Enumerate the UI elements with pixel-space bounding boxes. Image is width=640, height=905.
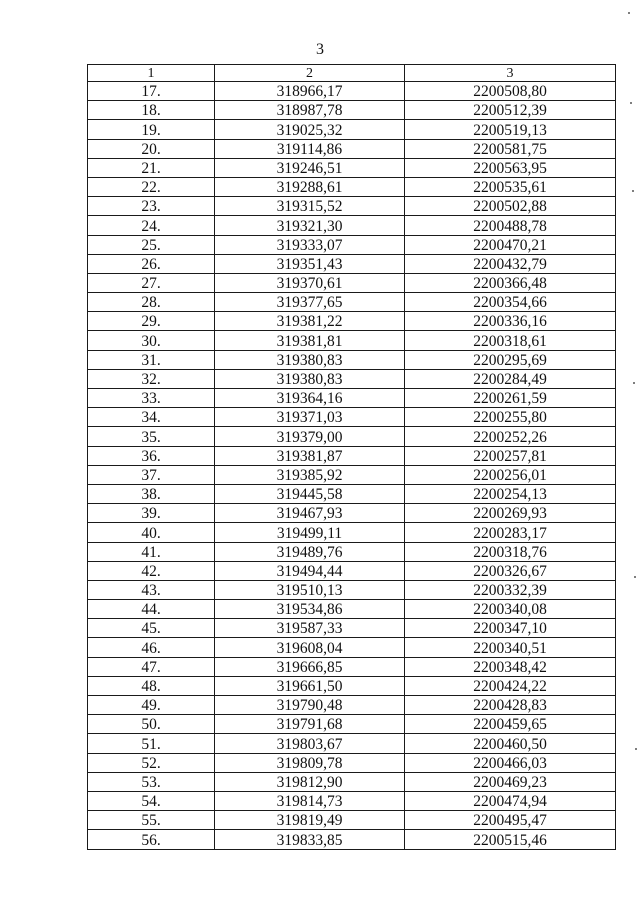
scan-speck: [635, 748, 637, 750]
x-coordinate-cell: 319371,03: [215, 408, 405, 427]
point-number-cell: 54.: [88, 791, 215, 810]
point-number-cell: 17.: [88, 82, 215, 101]
y-coordinate-cell: 2200519,13: [405, 120, 616, 139]
point-number-cell: 48.: [88, 676, 215, 695]
point-number-cell: 35.: [88, 427, 215, 446]
point-number-cell: 25.: [88, 235, 215, 254]
table-row: [88, 484, 616, 503]
table-body: [88, 65, 616, 850]
table-row: [88, 830, 616, 849]
table-row: [88, 101, 616, 120]
y-coordinate-cell: 2200432,79: [405, 254, 616, 273]
point-number-cell: 36.: [88, 446, 215, 465]
point-number-cell: 27.: [88, 273, 215, 292]
point-number-cell: 49.: [88, 696, 215, 715]
x-coordinate-cell: 319380,83: [215, 350, 405, 369]
x-coordinate-cell: 319381,22: [215, 312, 405, 331]
x-coordinate-cell: 319321,30: [215, 216, 405, 235]
table-row: [88, 580, 616, 599]
x-coordinate-cell: 319380,83: [215, 369, 405, 388]
point-number-cell: 28.: [88, 293, 215, 312]
table-row: [88, 600, 616, 619]
x-coordinate-cell: 319790,48: [215, 696, 405, 715]
page-number: 3: [316, 41, 324, 58]
x-coordinate-cell: 319661,50: [215, 676, 405, 695]
table-row: [88, 734, 616, 753]
y-coordinate-cell: 2200256,01: [405, 465, 616, 484]
table-row: [88, 657, 616, 676]
y-coordinate-cell: 2200295,69: [405, 350, 616, 369]
y-coordinate-cell: 2200502,88: [405, 197, 616, 216]
table-row: [88, 120, 616, 139]
point-number-cell: 41.: [88, 542, 215, 561]
scan-speck: [628, 12, 630, 14]
scan-speck: [634, 576, 636, 578]
y-coordinate-cell: 2200318,61: [405, 331, 616, 350]
x-coordinate-cell: 319377,65: [215, 293, 405, 312]
scan-speck: [632, 190, 634, 192]
x-coordinate-cell: 319381,81: [215, 331, 405, 350]
table-row: [88, 197, 616, 216]
point-number-cell: 32.: [88, 369, 215, 388]
y-coordinate-cell: 2200283,17: [405, 523, 616, 542]
table-row: [88, 331, 616, 350]
table-row: [88, 216, 616, 235]
x-coordinate-cell: 319812,90: [215, 772, 405, 791]
x-coordinate-cell: 319114,86: [215, 139, 405, 158]
table-row: [88, 389, 616, 408]
table-row: [88, 504, 616, 523]
point-number-cell: 29.: [88, 312, 215, 331]
table-row: [88, 465, 616, 484]
x-coordinate-cell: 319587,33: [215, 619, 405, 638]
x-coordinate-cell: 319333,07: [215, 235, 405, 254]
y-coordinate-cell: 2200252,26: [405, 427, 616, 446]
point-number-cell: 50.: [88, 715, 215, 734]
table-row: [88, 350, 616, 369]
point-number-cell: 38.: [88, 484, 215, 503]
point-number-cell: 51.: [88, 734, 215, 753]
point-number-cell: 24.: [88, 216, 215, 235]
y-coordinate-cell: 2200515,46: [405, 830, 616, 849]
table-row: [88, 369, 616, 388]
table-row: [88, 811, 616, 830]
y-coordinate-cell: 2200254,13: [405, 484, 616, 503]
table-row: [88, 293, 616, 312]
table-row: [88, 158, 616, 177]
point-number-cell: 19.: [88, 120, 215, 139]
table-row: [88, 446, 616, 465]
table-row: [88, 254, 616, 273]
x-coordinate-cell: 319315,52: [215, 197, 405, 216]
point-number-cell: 45.: [88, 619, 215, 638]
point-number-cell: 33.: [88, 389, 215, 408]
coordinates-table: [87, 64, 616, 850]
table-row: [88, 791, 616, 810]
column-header-x: 2: [215, 65, 405, 82]
point-number-cell: 31.: [88, 350, 215, 369]
x-coordinate-cell: 319364,16: [215, 389, 405, 408]
point-number-cell: 44.: [88, 600, 215, 619]
table-row: [88, 82, 616, 101]
point-number-cell: 42.: [88, 561, 215, 580]
x-coordinate-cell: 319379,00: [215, 427, 405, 446]
scan-speck: [630, 102, 632, 104]
point-number-cell: 53.: [88, 772, 215, 791]
y-coordinate-cell: 2200261,59: [405, 389, 616, 408]
y-coordinate-cell: 2200470,21: [405, 235, 616, 254]
point-number-cell: 52.: [88, 753, 215, 772]
point-number-cell: 47.: [88, 657, 215, 676]
point-number-cell: 20.: [88, 139, 215, 158]
scan-speck: [633, 382, 635, 384]
y-coordinate-cell: 2200255,80: [405, 408, 616, 427]
table-row: [88, 772, 616, 791]
table-row: [88, 676, 616, 695]
table-header-row: [88, 65, 616, 82]
table-row: [88, 139, 616, 158]
point-number-cell: 34.: [88, 408, 215, 427]
x-coordinate-cell: 319666,85: [215, 657, 405, 676]
x-coordinate-cell: 319833,85: [215, 830, 405, 849]
point-number-cell: 39.: [88, 504, 215, 523]
y-coordinate-cell: 2200459,65: [405, 715, 616, 734]
x-coordinate-cell: 319445,58: [215, 484, 405, 503]
y-coordinate-cell: 2200581,75: [405, 139, 616, 158]
x-coordinate-cell: 319489,76: [215, 542, 405, 561]
x-coordinate-cell: 318987,78: [215, 101, 405, 120]
point-number-cell: 26.: [88, 254, 215, 273]
x-coordinate-cell: 319025,32: [215, 120, 405, 139]
table-row: [88, 235, 616, 254]
x-coordinate-cell: 319814,73: [215, 791, 405, 810]
x-coordinate-cell: 319608,04: [215, 638, 405, 657]
y-coordinate-cell: 2200354,66: [405, 293, 616, 312]
x-coordinate-cell: 319246,51: [215, 158, 405, 177]
x-coordinate-cell: 319510,13: [215, 580, 405, 599]
y-coordinate-cell: 2200428,83: [405, 696, 616, 715]
point-number-cell: 21.: [88, 158, 215, 177]
x-coordinate-cell: 319499,11: [215, 523, 405, 542]
table-row: [88, 638, 616, 657]
y-coordinate-cell: 2200366,48: [405, 273, 616, 292]
y-coordinate-cell: 2200466,03: [405, 753, 616, 772]
x-coordinate-cell: 319534,86: [215, 600, 405, 619]
y-coordinate-cell: 2200336,16: [405, 312, 616, 331]
x-coordinate-cell: 319791,68: [215, 715, 405, 734]
y-coordinate-cell: 2200340,08: [405, 600, 616, 619]
table-row: [88, 312, 616, 331]
point-number-cell: 37.: [88, 465, 215, 484]
table-row: [88, 753, 616, 772]
column-header-y: 3: [405, 65, 616, 82]
y-coordinate-cell: 2200495,47: [405, 811, 616, 830]
y-coordinate-cell: 2200340,51: [405, 638, 616, 657]
point-number-cell: 40.: [88, 523, 215, 542]
point-number-cell: 46.: [88, 638, 215, 657]
point-number-cell: 43.: [88, 580, 215, 599]
table-row: [88, 715, 616, 734]
x-coordinate-cell: 319288,61: [215, 177, 405, 196]
x-coordinate-cell: 319819,49: [215, 811, 405, 830]
y-coordinate-cell: 2200332,39: [405, 580, 616, 599]
y-coordinate-cell: 2200469,23: [405, 772, 616, 791]
x-coordinate-cell: 319385,92: [215, 465, 405, 484]
y-coordinate-cell: 2200347,10: [405, 619, 616, 638]
y-coordinate-cell: 2200512,39: [405, 101, 616, 120]
y-coordinate-cell: 2200257,81: [405, 446, 616, 465]
y-coordinate-cell: 2200535,61: [405, 177, 616, 196]
y-coordinate-cell: 2200460,50: [405, 734, 616, 753]
table-row: [88, 273, 616, 292]
y-coordinate-cell: 2200269,93: [405, 504, 616, 523]
y-coordinate-cell: 2200488,78: [405, 216, 616, 235]
table-row: [88, 542, 616, 561]
table-row: [88, 561, 616, 580]
table-row: [88, 523, 616, 542]
x-coordinate-cell: 319351,43: [215, 254, 405, 273]
y-coordinate-cell: 2200424,22: [405, 676, 616, 695]
y-coordinate-cell: 2200508,80: [405, 82, 616, 101]
table-row: [88, 696, 616, 715]
x-coordinate-cell: 318966,17: [215, 82, 405, 101]
y-coordinate-cell: 2200348,42: [405, 657, 616, 676]
y-coordinate-cell: 2200284,49: [405, 369, 616, 388]
y-coordinate-cell: 2200563,95: [405, 158, 616, 177]
x-coordinate-cell: 319381,87: [215, 446, 405, 465]
x-coordinate-cell: 319809,78: [215, 753, 405, 772]
y-coordinate-cell: 2200318,76: [405, 542, 616, 561]
x-coordinate-cell: 319494,44: [215, 561, 405, 580]
point-number-cell: 30.: [88, 331, 215, 350]
point-number-cell: 56.: [88, 830, 215, 849]
table-row: [88, 427, 616, 446]
point-number-cell: 55.: [88, 811, 215, 830]
table-row: [88, 619, 616, 638]
column-header-number: 1: [88, 65, 215, 82]
table-row: [88, 408, 616, 427]
x-coordinate-cell: 319803,67: [215, 734, 405, 753]
point-number-cell: 23.: [88, 197, 215, 216]
y-coordinate-cell: 2200326,67: [405, 561, 616, 580]
point-number-cell: 18.: [88, 101, 215, 120]
table-row: [88, 177, 616, 196]
point-number-cell: 22.: [88, 177, 215, 196]
y-coordinate-cell: 2200474,94: [405, 791, 616, 810]
x-coordinate-cell: 319467,93: [215, 504, 405, 523]
x-coordinate-cell: 319370,61: [215, 273, 405, 292]
